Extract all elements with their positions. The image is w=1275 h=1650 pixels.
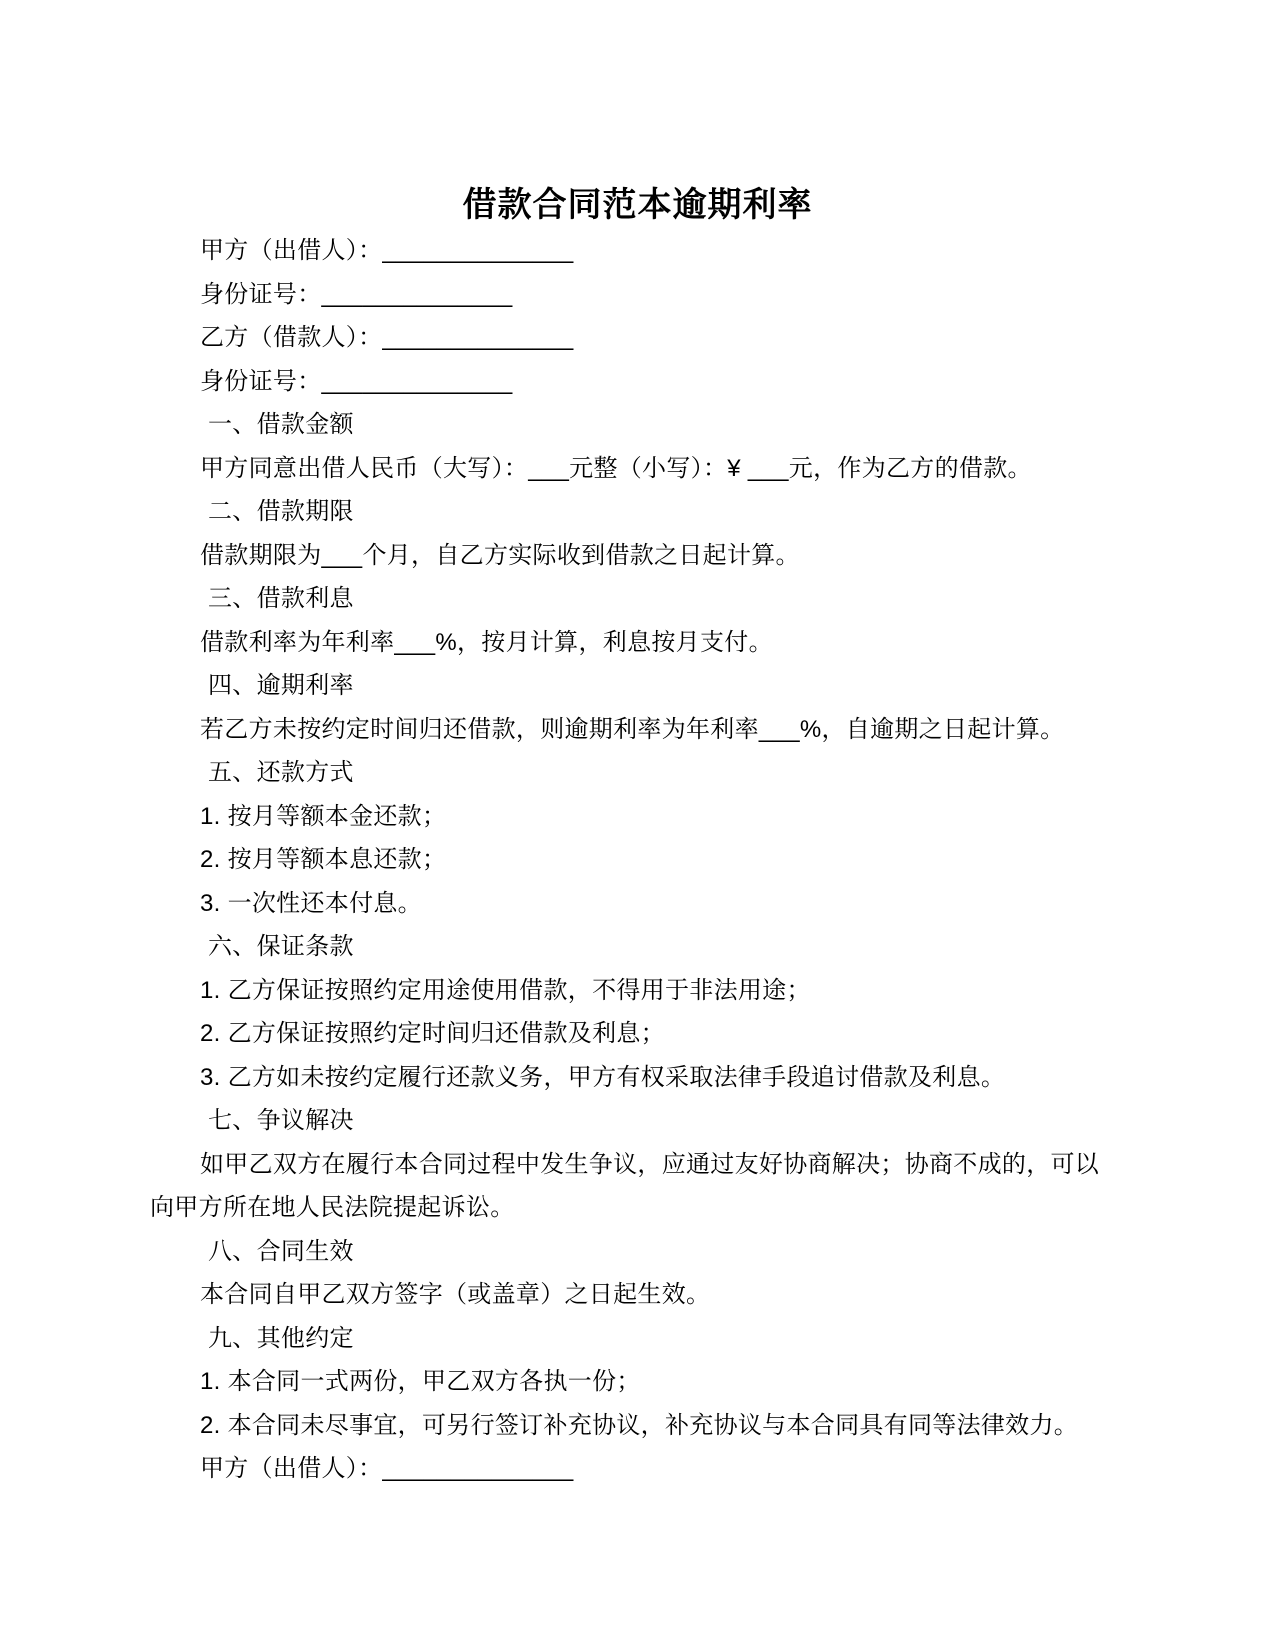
section-7-heading: 七、争议解决 [208, 1107, 354, 1134]
section-9-item-2: 2. 本合同未尽事宜，可另行签订补充协议，补充协议与本合同具有同等法律效力。 [200, 1411, 1079, 1439]
party-b-line: 乙方（借款人）：______________ [200, 324, 574, 351]
party-a-id-line: 身份证号：______________ [200, 280, 513, 308]
section-9-heading: 九、其他约定 [208, 1324, 354, 1352]
signature-party-a-line: 甲方（出借人）：______________ [200, 1455, 574, 1482]
section-5-item-1: 1. 按月等额本金还款； [200, 802, 447, 830]
section-1-body: 甲方同意出借人民币（大写）：___元整（小写）：¥ ___元，作为乙方的借款。 [200, 454, 1032, 482]
section-5-heading: 五、还款方式 [208, 759, 354, 786]
section-2-body: 借款期限为___个月，自乙方实际收到借款之日起计算。 [200, 541, 800, 569]
section-5-item-3: 3. 一次性还本付息。 [200, 889, 422, 917]
document-title: 借款合同范本逾期利率 [462, 186, 813, 224]
section-6-item-2: 2. 乙方保证按照约定时间归还借款及利息； [200, 1020, 665, 1047]
party-a-line: 甲方（出借人）：______________ [200, 237, 574, 264]
party-b-id-line: 身份证号：______________ [200, 367, 513, 395]
section-6-item-3: 3. 乙方如未按约定履行还款义务，甲方有权采取法律手段追讨借款及利息。 [200, 1063, 1006, 1091]
section-6-heading: 六、保证条款 [208, 933, 354, 960]
section-4-body: 若乙方未按约定时间归还借款，则逾期利率为年利率___%，自逾期之日起计算。 [200, 715, 1065, 743]
section-2-heading: 二、借款期限 [208, 498, 354, 525]
section-3-body: 借款利率为年利率___%，按月计算，利息按月支付。 [200, 628, 773, 656]
section-7-body-line-1: 如甲乙双方在履行本合同过程中发生争议，应通过友好协商解决；协商不成的，可以 [200, 1150, 1100, 1178]
section-8-heading: 八、合同生效 [208, 1237, 354, 1265]
section-4-heading: 四、逾期利率 [208, 672, 354, 699]
section-7-body-line-2: 向甲方所在地人民法院提起诉讼。 [150, 1194, 515, 1221]
section-8-body: 本合同自甲乙双方签字（或盖章）之日起生效。 [200, 1281, 711, 1308]
section-6-item-1: 1. 乙方保证按照约定用途使用借款，不得用于非法用途； [200, 976, 811, 1004]
document-body [150, 229, 1125, 1491]
section-3-heading: 三、借款利息 [208, 585, 354, 612]
section-9-item-1: 1. 本合同一式两份，甲乙双方各执一份； [200, 1368, 641, 1395]
section-1-heading: 一、借款金额 [208, 411, 354, 438]
section-5-item-2: 2. 按月等额本息还款； [200, 846, 447, 873]
